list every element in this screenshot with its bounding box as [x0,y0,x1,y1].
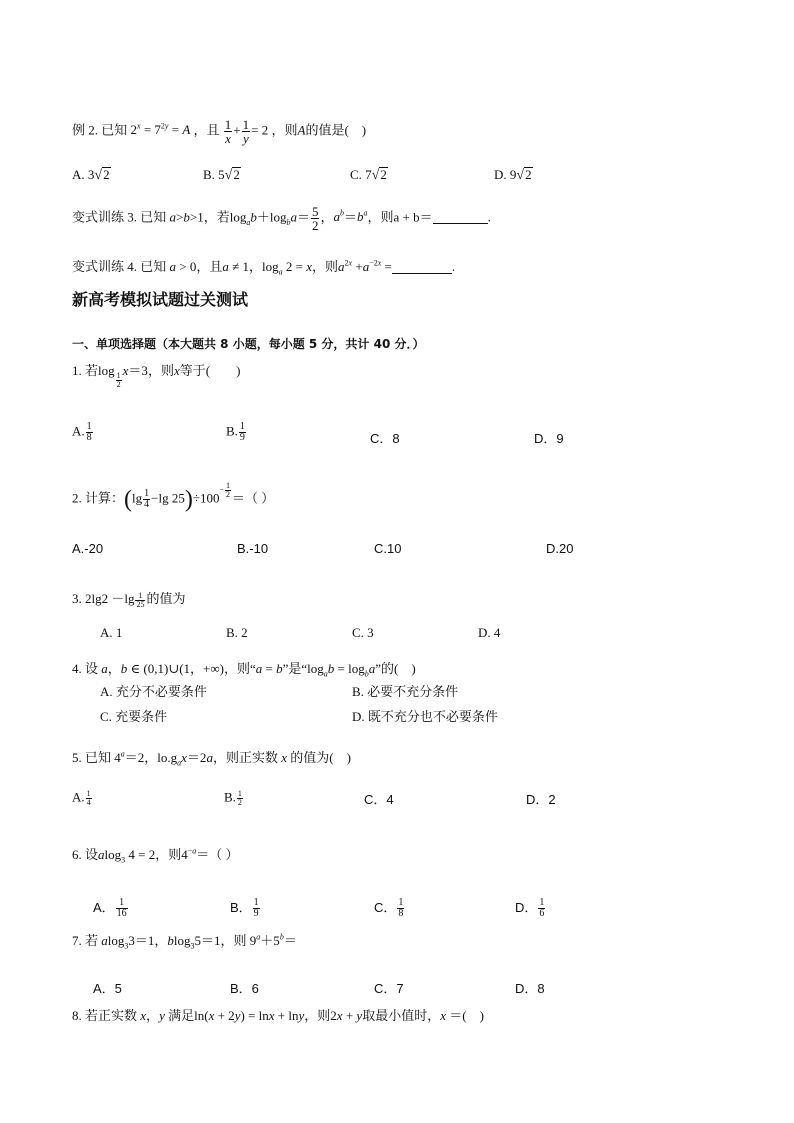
q5-option-c: C．4 [364,792,394,807]
q6-option-b: B． $\frac{1}{9}$ [230,897,259,919]
question-6: 6. 设alog$_3$ 4 = 2，则$4^{-a}=$（ ） [72,846,239,865]
q3-option-d: D. 4 [478,625,501,640]
variant-3: 变式训练 3. 已知 a>b>1，若$\log_ab+\log_ba=$ $\frac{5}{2}$ ，$a^b=b^a$，则a + b＝ . [72,204,491,233]
ex2-frac-x: $\frac{1}{x}$ [224,117,232,146]
variant-4: 变式训练 4. 已知 a > 0，且a ≠ 1，$\log_a 2 = x$，则$a^{2x} +a^{-2x}$ = . [72,258,456,277]
q5-option-d: D．2 [526,792,556,807]
q1-option-c: C．8 [370,431,400,446]
ex2-option-a: A. 3√2 [72,167,110,183]
ex2-frac-y: $\frac{1}{y}$ [242,117,250,146]
ex2-option-d: D. 9√2 [494,167,532,183]
part-title: 一、单项选择题（本大题共 8 小题，每小题 5 分，共计 40 分．） [72,337,425,351]
question-3: 3. 2lg2 －lg $\frac{1}{25}$ 的值为 [72,591,186,609]
q4-option-a: A. 充分不必要条件 [100,684,207,699]
ex2-option-c: C. 7√2 [350,167,387,183]
q2-option-a: A.-20 [72,541,104,556]
ex2-option-b: B. 5√2 [203,167,240,183]
bs3-answer-blank[interactable] [433,210,488,224]
question-1: 1. 若log $\frac{1}{2}$ x＝3，则x等于( ) [72,363,241,389]
q3-option-c: C. 3 [352,625,374,640]
question-2: 2. 计算：(lg $\frac{1}{4}$ −lg $25)\div 100^{- \frac{1}{2}}$ ＝（ ） [72,481,275,513]
question-7: 7. 若 alog$_3$3＝1，blog$_3$5＝1，则 $9^a+5^b=$ [72,932,297,951]
q4-option-b: B. 必要不充分条件 [352,684,459,699]
q2-option-d: D.20 [546,541,574,556]
q2-option-b: B.-10 [237,541,269,556]
q2-option-c: C.10 [374,541,402,556]
q1-option-a: A. $\frac{1}{8}$ [72,421,92,443]
q4-option-d: D. 既不充分也不必要条件 [352,709,498,724]
q6-option-d: D． $\frac{1}{6}$ [515,897,545,919]
question-4: 4. 设 a，b ∈ (0,1)∪(1，+∞)，则“a = b”是“$\log_ab = \log_ba$”的( ) [72,661,416,679]
q6-option-c: C． $\frac{1}{8}$ [374,897,404,919]
bs4-answer-blank[interactable] [392,260,452,274]
question-8: 8. 若正实数 x，y 满足ln(x + 2y) = lnx + lny，则2x + y取最小值时，x ＝( ) [72,1008,484,1023]
q1-option-b: B. $\frac{1}{9}$ [226,421,245,443]
q6-option-a: A． $\frac{1}{16}$ [93,897,127,919]
question-5: 5. 已知 $4^a=2$，$lo.g_ax=2a$，则正实数 x 的值为( ) [72,749,351,768]
q4-option-c: C. 充要条件 [100,709,168,724]
q3-option-a: A. 1 [100,625,123,640]
ex2-equation: $2^x = 7^{2y} = A$ [130,122,191,138]
section-title: 新高考模拟试题过关测试 [72,290,249,309]
q7-option-b: B．6 [230,981,259,996]
q7-option-a: A．5 [93,981,122,996]
q1-option-d: D．9 [534,431,564,446]
ex2-lead: 例 2. 已知 [72,122,128,138]
example-2: 例 2. 已知 $2^x = 7^{2y} = A$ ，且 $\frac{1}{x}$ + $\frac{1}{y}$ = 2 ，则A的值是( ) [72,117,367,146]
q7-option-c: C．7 [374,981,404,996]
q3-option-b: B. 2 [226,625,248,640]
q7-option-d: D．8 [515,981,545,996]
q5-option-a: A. $\frac{1}{4}$ [72,789,91,807]
q5-option-b: B. $\frac{1}{2}$ [224,789,242,807]
